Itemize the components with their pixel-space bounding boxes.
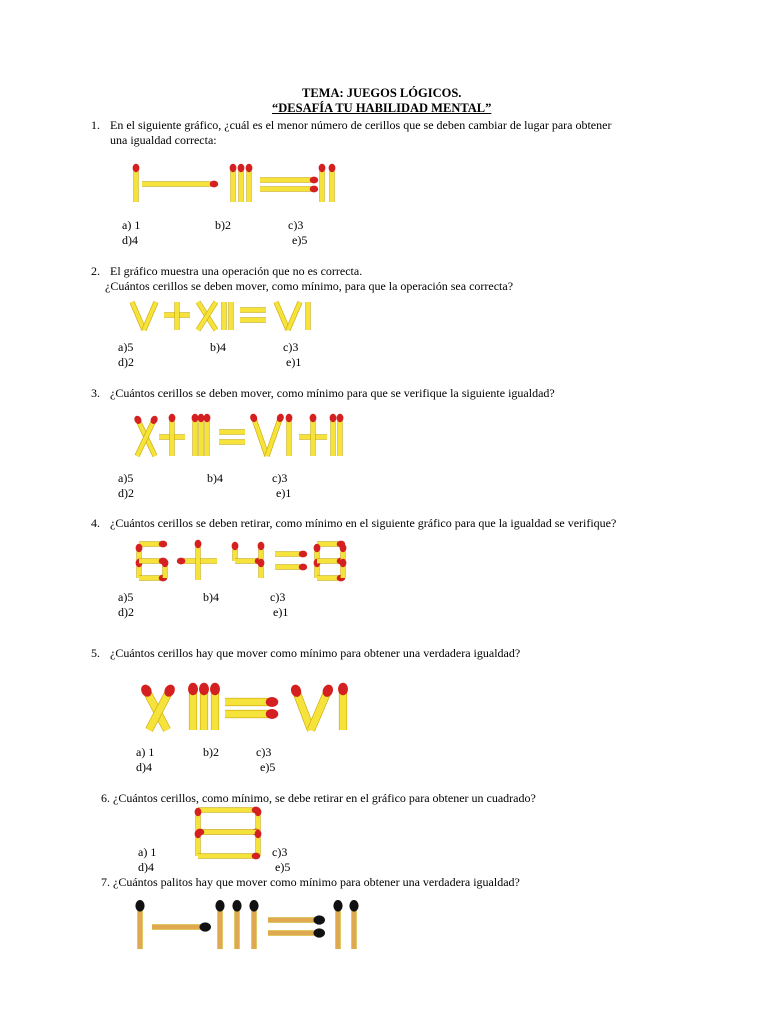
- q3-option-a: a)5: [118, 471, 134, 485]
- matchstick: [195, 830, 202, 856]
- matchstick: [225, 697, 278, 707]
- matchstick: [232, 900, 241, 949]
- question-1-text-2: una igualdad correcta:: [110, 133, 217, 147]
- matchstick: [249, 900, 258, 949]
- q6-option-a: a) 1: [138, 845, 157, 859]
- question-3-number: 3.: [91, 386, 100, 400]
- matchstick: [310, 414, 317, 456]
- matchstick: [275, 564, 307, 571]
- matchstick: [210, 683, 220, 730]
- matchstick: [340, 559, 347, 578]
- matchstick: [288, 302, 300, 330]
- question-2-number: 2.: [91, 264, 100, 278]
- q2-option-b: b)4: [210, 340, 226, 354]
- matchstick: [330, 414, 337, 456]
- question-5-number: 5.: [91, 646, 100, 660]
- matchstick: [139, 541, 167, 548]
- matchstick: [198, 853, 260, 860]
- q1-option-c: c)3: [288, 218, 304, 232]
- matchstick: [135, 900, 144, 949]
- q4-option-e: e)1: [273, 605, 289, 619]
- q6-matchstick-figure: [192, 806, 272, 862]
- q3-option-d: d)2: [118, 486, 134, 500]
- matchstick: [198, 414, 205, 456]
- matchstick: [162, 559, 169, 578]
- q5-option-b: b)2: [203, 745, 219, 759]
- question-1-text: En el siguiente gráfico, ¿cuál es el menor número de cerillos que se deben cambiar de lugar para obtener: [110, 118, 612, 132]
- matchstick: [275, 551, 307, 558]
- matchstick: [260, 177, 318, 184]
- matchstick: [337, 414, 344, 456]
- question-3-text: ¿Cuántos cerillos se deben mover, como mínimo para que se verifique la siguiente igualdad?: [110, 386, 555, 400]
- question-6-text: ¿Cuántos cerillos, como mínimo, se debe retirar en el gráfico para obtener un cuadrado?: [113, 791, 536, 805]
- q4-option-a: a)5: [118, 590, 134, 604]
- q3-option-c: c)3: [272, 471, 288, 485]
- q5-matchstick-figure: [135, 674, 355, 736]
- matchstick: [238, 164, 245, 202]
- q4-option-c: c)3: [270, 590, 286, 604]
- q3-option-e: e)1: [276, 486, 292, 500]
- q7-matchstick-figure: [128, 895, 368, 953]
- matchstick: [260, 186, 318, 193]
- matchstick: [255, 808, 262, 832]
- q1-option-a: a) 1: [122, 218, 141, 232]
- matchstick: [246, 164, 253, 202]
- matchstick: [195, 808, 202, 832]
- q6-option-e: e)5: [275, 860, 291, 874]
- question-6-number: 6.: [101, 791, 110, 805]
- matchstick: [188, 683, 198, 730]
- page-title: TEMA: JUEGOS LÓGICOS.: [302, 86, 462, 100]
- q2-matchstick-figure: [130, 298, 350, 338]
- q5-option-e: e)5: [260, 760, 276, 774]
- q1-option-e: e)5: [292, 233, 308, 247]
- matchstick: [196, 829, 258, 836]
- question-4-number: 4.: [91, 516, 100, 530]
- matchstick: [258, 559, 265, 578]
- question-2-text: El gráfico muestra una operación que no es correcta.: [110, 264, 363, 278]
- question-2-text-2: ¿Cuántos cerillos se deben mover, como mínimo, para que la operación sea correcta?: [105, 279, 514, 293]
- matchstick: [311, 683, 335, 730]
- matchstick: [225, 709, 278, 719]
- question-7-text: ¿Cuántos palitos hay que mover como mínimo para obtener una verdadera igualdad?: [113, 875, 520, 889]
- q4-matchstick-figure: [135, 540, 355, 584]
- matchstick: [152, 922, 211, 931]
- question-4-text: ¿Cuántos cerillos se deben retirar, como mínimo en el siguiente gráfico para que la igualdad se verifique?: [110, 516, 617, 530]
- matchstick: [144, 302, 156, 330]
- q2-option-e: e)1: [286, 355, 302, 369]
- matchstick: [204, 414, 211, 456]
- matchstick: [232, 542, 239, 561]
- q2-option-a: a)5: [118, 340, 134, 354]
- matchstick: [249, 413, 267, 456]
- matchstick: [333, 900, 342, 949]
- page-subtitle: “DESAFÍA TU HABILIDAD MENTAL”: [272, 101, 492, 115]
- matchstick: [132, 302, 144, 330]
- matchstick: [195, 540, 202, 580]
- matchstick: [268, 915, 325, 924]
- q6-option-c: c)3: [272, 845, 288, 859]
- q4-option-d: d)2: [118, 605, 134, 619]
- matchstick: [133, 164, 140, 202]
- matchstick: [329, 164, 336, 202]
- q2-option-c: c)3: [283, 340, 299, 354]
- matchstick: [258, 542, 265, 561]
- q4-option-b: b)4: [203, 590, 219, 604]
- q5-option-c: c)3: [256, 745, 272, 759]
- question-7-number: 7.: [101, 875, 110, 889]
- matchstick: [267, 413, 285, 456]
- q3-option-b: b)4: [207, 471, 223, 485]
- matchstick: [289, 683, 311, 730]
- q1-option-d: d)4: [122, 233, 138, 247]
- matchstick: [319, 164, 326, 202]
- q3-matchstick-figure: [135, 410, 355, 460]
- question-1-number: 1.: [91, 118, 100, 132]
- q5-option-d: d)4: [136, 760, 152, 774]
- matchstick: [198, 807, 260, 814]
- matchstick: [338, 683, 348, 730]
- q2-option-d: d)2: [118, 355, 134, 369]
- matchstick: [169, 414, 176, 456]
- matchstick: [255, 830, 262, 856]
- matchstick: [199, 683, 209, 730]
- matchstick: [230, 164, 237, 202]
- matchstick: [268, 928, 325, 937]
- matchstick: [340, 544, 347, 561]
- question-5-text: ¿Cuántos cerillos hay que mover como mínimo para obtener una verdadera igualdad?: [110, 646, 521, 660]
- matchstick: [142, 181, 218, 188]
- q1-matchstick-figure: [120, 160, 360, 205]
- q5-option-a: a) 1: [136, 745, 155, 759]
- matchstick: [276, 302, 288, 330]
- matchstick: [215, 900, 224, 949]
- matchstick: [286, 414, 293, 456]
- q6-option-d: d)4: [138, 860, 154, 874]
- matchstick: [349, 900, 358, 949]
- q1-option-b: b)2: [215, 218, 231, 232]
- matchstick: [192, 414, 199, 456]
